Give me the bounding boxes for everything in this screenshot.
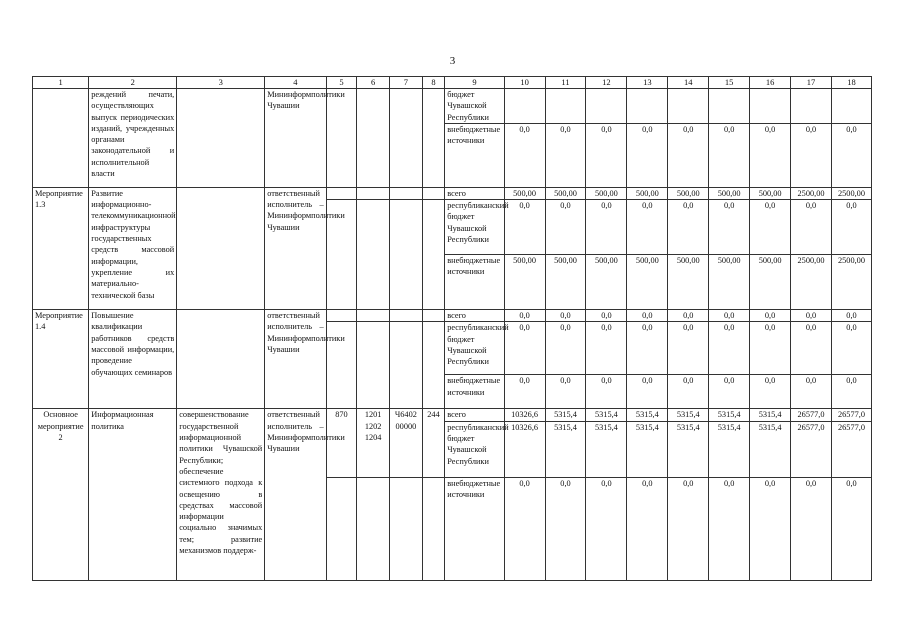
column-number-16: 16 bbox=[750, 77, 791, 89]
value-cell: 0,0 bbox=[791, 310, 832, 322]
cell-col6 bbox=[357, 200, 390, 310]
executor: Мининформполитики Чувашии bbox=[265, 89, 326, 188]
funding-source: внебюджетные источники bbox=[445, 375, 504, 409]
cell-col5 bbox=[326, 310, 357, 322]
value-cell: 5315,4 bbox=[586, 421, 627, 477]
value-cell: 0,0 bbox=[831, 200, 871, 255]
value-cell: 500,00 bbox=[709, 187, 750, 199]
value-cell: 0,0 bbox=[750, 477, 791, 580]
cell-col8 bbox=[422, 187, 445, 199]
value-cell bbox=[545, 89, 586, 124]
value-cell: 500,00 bbox=[586, 187, 627, 199]
value-cell: 0,0 bbox=[545, 310, 586, 322]
value-cell: 0,0 bbox=[586, 375, 627, 409]
value-cell bbox=[791, 89, 832, 124]
value-cell: 500,00 bbox=[627, 187, 668, 199]
cell-col8 bbox=[422, 310, 445, 322]
column-number-18: 18 bbox=[831, 77, 871, 89]
cell-col5 bbox=[326, 477, 357, 580]
target-article-code: Ч6402 00000 bbox=[390, 409, 423, 477]
value-cell: 500,00 bbox=[709, 255, 750, 310]
value-cell: 5315,4 bbox=[545, 421, 586, 477]
value-cell: 0,0 bbox=[791, 200, 832, 255]
value-cell: 0,0 bbox=[750, 123, 791, 187]
value-cell bbox=[504, 89, 545, 124]
column-number-8: 8 bbox=[422, 77, 445, 89]
value-cell bbox=[586, 89, 627, 124]
executor: ответственный исполнитель – Мининформполитики Чувашии bbox=[265, 409, 326, 580]
value-cell: 5315,4 bbox=[586, 409, 627, 421]
value-cell: 0,0 bbox=[668, 310, 709, 322]
table-row bbox=[33, 187, 872, 199]
value-cell: 0,0 bbox=[831, 322, 871, 375]
value-cell: 0,0 bbox=[750, 322, 791, 375]
value-cell: 0,0 bbox=[586, 123, 627, 187]
value-cell: 0,0 bbox=[504, 200, 545, 255]
value-cell: 0,0 bbox=[504, 123, 545, 187]
value-cell: 0,0 bbox=[668, 375, 709, 409]
value-cell: 5315,4 bbox=[545, 409, 586, 421]
value-cell: 0,0 bbox=[709, 477, 750, 580]
funding-source: республиканский бюджет Чувашской Республики bbox=[445, 322, 504, 375]
value-cell: 0,0 bbox=[586, 477, 627, 580]
measure-description: реждений печати, осуществляющих выпуск периодических изданий, учрежденных органами законодательной и исполнительной власти bbox=[89, 89, 177, 188]
value-cell: 0,0 bbox=[709, 310, 750, 322]
value-cell bbox=[627, 89, 668, 124]
value-cell bbox=[750, 89, 791, 124]
measure-code: Мероприятие 1.3 bbox=[33, 187, 89, 309]
value-cell: 0,0 bbox=[504, 322, 545, 375]
program-table bbox=[32, 76, 872, 581]
value-cell: 0,0 bbox=[627, 322, 668, 375]
cell-col8 bbox=[422, 322, 445, 409]
value-cell: 0,0 bbox=[668, 200, 709, 255]
value-cell: 5315,4 bbox=[627, 409, 668, 421]
value-cell: 0,0 bbox=[831, 375, 871, 409]
cell-col5 bbox=[326, 89, 357, 188]
cell-col5 bbox=[326, 187, 357, 199]
value-cell: 0,0 bbox=[627, 200, 668, 255]
value-cell: 0,0 bbox=[545, 200, 586, 255]
value-cell: 2500,00 bbox=[831, 187, 871, 199]
value-cell: 10326,6 bbox=[504, 409, 545, 421]
value-cell: 0,0 bbox=[709, 200, 750, 255]
value-cell: 0,0 bbox=[791, 477, 832, 580]
value-cell: 0,0 bbox=[586, 200, 627, 255]
value-cell: 500,00 bbox=[750, 255, 791, 310]
value-cell: 0,0 bbox=[791, 322, 832, 375]
cell-col7 bbox=[390, 200, 423, 310]
measure-description: Информационная политика bbox=[89, 409, 177, 580]
column-number-6: 6 bbox=[357, 77, 390, 89]
funding-source: внебюджетные источники bbox=[445, 477, 504, 580]
cell-col6 bbox=[357, 187, 390, 199]
value-cell: 0,0 bbox=[627, 375, 668, 409]
column-number-2: 2 bbox=[89, 77, 177, 89]
value-cell: 5315,4 bbox=[750, 409, 791, 421]
measure-description: Повышение квалификации работников средств массовой информации, проведение обучающих семинаров bbox=[89, 310, 177, 409]
value-cell: 5315,4 bbox=[709, 409, 750, 421]
value-cell: 0,0 bbox=[709, 375, 750, 409]
value-cell: 500,00 bbox=[750, 187, 791, 199]
value-cell: 0,0 bbox=[791, 123, 832, 187]
value-cell: 10326,6 bbox=[504, 421, 545, 477]
funding-source: республиканский бюджет Чувашской Республики bbox=[445, 421, 504, 477]
funding-source: бюджет Чувашской Республики bbox=[445, 89, 504, 124]
cell-col6 bbox=[357, 322, 390, 409]
column-number-15: 15 bbox=[709, 77, 750, 89]
funding-source: республиканский бюджет Чувашской Республики bbox=[445, 200, 504, 255]
value-cell: 0,0 bbox=[586, 310, 627, 322]
value-cell: 26577,0 bbox=[831, 421, 871, 477]
column-number-5: 5 bbox=[326, 77, 357, 89]
funding-source: всего bbox=[445, 409, 504, 421]
value-cell bbox=[709, 89, 750, 124]
cell-col6 bbox=[357, 89, 390, 188]
value-cell: 0,0 bbox=[791, 375, 832, 409]
funding-source: всего bbox=[445, 310, 504, 322]
column-number-3: 3 bbox=[177, 77, 265, 89]
section-code: 1201 1202 1204 bbox=[357, 409, 390, 477]
cell-col6 bbox=[357, 310, 390, 322]
value-cell: 0,0 bbox=[831, 310, 871, 322]
cell-col7 bbox=[390, 187, 423, 199]
column-number-row bbox=[33, 77, 872, 89]
value-cell: 0,0 bbox=[831, 477, 871, 580]
value-cell: 500,00 bbox=[627, 255, 668, 310]
cell-col3 bbox=[177, 310, 265, 409]
value-cell: 0,0 bbox=[750, 375, 791, 409]
value-cell: 2500,00 bbox=[791, 187, 832, 199]
cell-col7 bbox=[390, 310, 423, 322]
page-number: 3 bbox=[449, 55, 456, 67]
cell-col3 bbox=[177, 187, 265, 309]
value-cell: 500,00 bbox=[668, 255, 709, 310]
cell-col8 bbox=[422, 477, 445, 580]
value-cell: 500,00 bbox=[586, 255, 627, 310]
grbs-code: 870 bbox=[326, 409, 357, 477]
value-cell: 0,0 bbox=[750, 200, 791, 255]
value-cell: 26577,0 bbox=[791, 421, 832, 477]
value-cell: 0,0 bbox=[545, 375, 586, 409]
table-row bbox=[33, 310, 872, 322]
cell-col8 bbox=[422, 89, 445, 188]
expected-results: совершенствование государственной информационной политики Чувашской Республики; обеспечение системного подхода к освещению в средствах массовой информации социально значимых тем; развитие механизмов поддерж- bbox=[177, 409, 265, 580]
column-number-4: 4 bbox=[265, 77, 326, 89]
measure-code: Основное мероприятие 2 bbox=[33, 409, 89, 580]
table-row bbox=[33, 89, 872, 124]
measure-description: Развитие информационно-телекоммуникационной инфраструктуры государственных средств массовой информации, укрепление их материально-технической базы bbox=[89, 187, 177, 309]
value-cell: 0,0 bbox=[627, 123, 668, 187]
expense-type-code: 244 bbox=[422, 409, 445, 477]
column-number-10: 10 bbox=[504, 77, 545, 89]
value-cell: 0,0 bbox=[504, 477, 545, 580]
cell-col7 bbox=[390, 89, 423, 188]
value-cell: 0,0 bbox=[750, 310, 791, 322]
value-cell: 5315,4 bbox=[668, 409, 709, 421]
value-cell: 5315,4 bbox=[627, 421, 668, 477]
column-number-9: 9 bbox=[445, 77, 504, 89]
funding-source: внебюджетные источники bbox=[445, 123, 504, 187]
value-cell bbox=[668, 89, 709, 124]
table-row bbox=[33, 409, 872, 421]
funding-source: внебюджетные источники bbox=[445, 255, 504, 310]
value-cell: 500,00 bbox=[545, 187, 586, 199]
value-cell: 26577,0 bbox=[791, 409, 832, 421]
value-cell: 500,00 bbox=[545, 255, 586, 310]
column-number-1: 1 bbox=[33, 77, 89, 89]
executor: ответственный исполнитель – Мининформполитики Чувашии bbox=[265, 310, 326, 409]
cell-col7 bbox=[390, 477, 423, 580]
value-cell: 5315,4 bbox=[668, 421, 709, 477]
value-cell: 0,0 bbox=[545, 322, 586, 375]
column-number-13: 13 bbox=[627, 77, 668, 89]
measure-code: Мероприятие 1.4 bbox=[33, 310, 89, 409]
value-cell: 0,0 bbox=[709, 322, 750, 375]
column-number-7: 7 bbox=[390, 77, 423, 89]
value-cell: 0,0 bbox=[627, 310, 668, 322]
cell-col1 bbox=[33, 89, 89, 188]
value-cell: 0,0 bbox=[668, 477, 709, 580]
value-cell: 500,00 bbox=[668, 187, 709, 199]
value-cell bbox=[831, 89, 871, 124]
value-cell: 2500,00 bbox=[791, 255, 832, 310]
cell-col6 bbox=[357, 477, 390, 580]
value-cell: 500,00 bbox=[504, 255, 545, 310]
value-cell: 0,0 bbox=[668, 322, 709, 375]
executor: ответственный исполнитель – Мининформполитики Чувашии bbox=[265, 187, 326, 309]
column-number-17: 17 bbox=[791, 77, 832, 89]
value-cell: 0,0 bbox=[504, 310, 545, 322]
value-cell: 5315,4 bbox=[750, 421, 791, 477]
value-cell: 0,0 bbox=[586, 322, 627, 375]
cell-col7 bbox=[390, 322, 423, 409]
value-cell: 0,0 bbox=[668, 123, 709, 187]
value-cell: 0,0 bbox=[545, 123, 586, 187]
value-cell: 0,0 bbox=[504, 375, 545, 409]
funding-source: всего bbox=[445, 187, 504, 199]
value-cell: 0,0 bbox=[831, 123, 871, 187]
column-number-12: 12 bbox=[586, 77, 627, 89]
value-cell: 5315,4 bbox=[709, 421, 750, 477]
value-cell: 2500,00 bbox=[831, 255, 871, 310]
value-cell: 0,0 bbox=[709, 123, 750, 187]
value-cell: 0,0 bbox=[545, 477, 586, 580]
column-number-14: 14 bbox=[668, 77, 709, 89]
value-cell: 26577,0 bbox=[831, 409, 871, 421]
value-cell: 0,0 bbox=[627, 477, 668, 580]
cell-col8 bbox=[422, 200, 445, 310]
cell-col3 bbox=[177, 89, 265, 188]
value-cell: 500,00 bbox=[504, 187, 545, 199]
column-number-11: 11 bbox=[545, 77, 586, 89]
